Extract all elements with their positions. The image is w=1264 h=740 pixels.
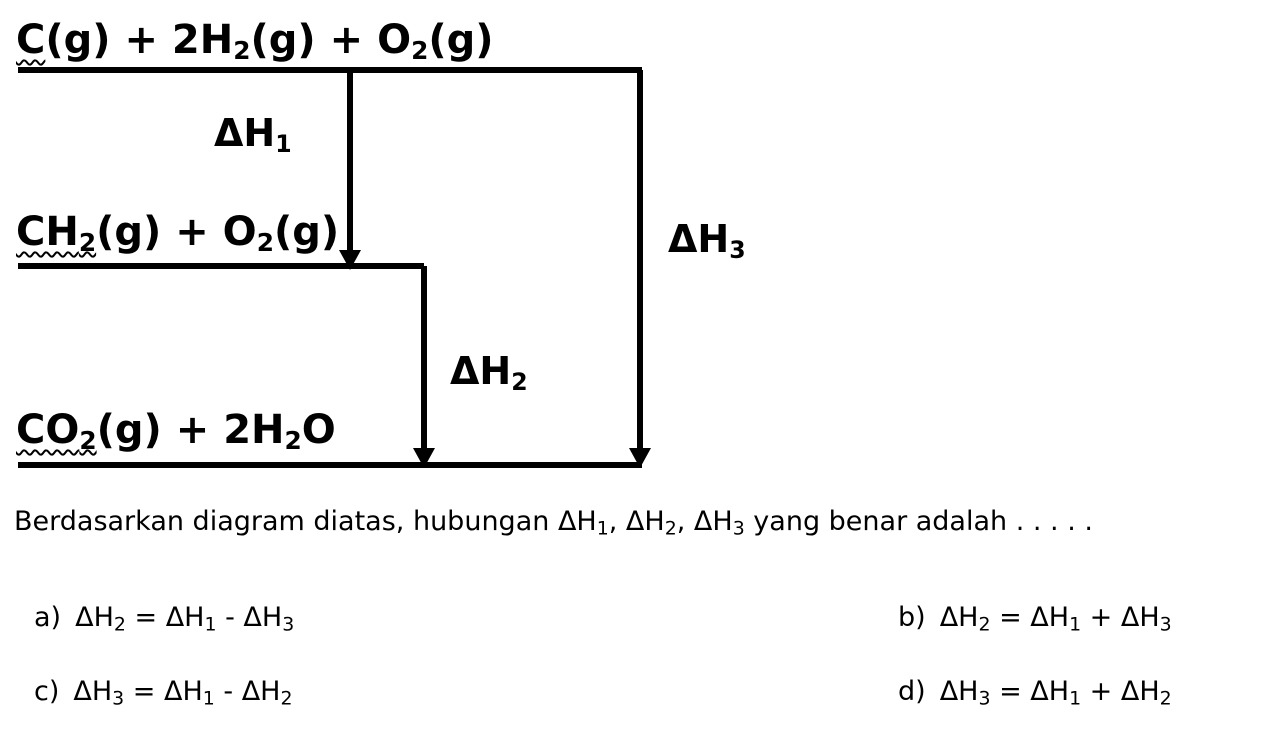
level-label-top: $C(g) + 2H_2(g) + O_2(g)$ — [16, 17, 494, 66]
option-b[interactable]: b) ΔH2 = ΔH1 + ΔH3 — [898, 602, 1172, 636]
arrow-dh3 — [629, 70, 651, 468]
label-dh1: $\Delta H_1$ — [214, 111, 292, 158]
species-co2: $CO_2$ — [16, 407, 97, 456]
option-a[interactable]: a) ΔH2 = ΔH1 - ΔH3 — [34, 602, 295, 636]
arrow-dh1 — [339, 70, 361, 270]
label-dh2: $\Delta H_2$ — [450, 349, 528, 396]
species-c: C — [16, 17, 46, 63]
level-label-bot: $CO_2(g) + 2H_2O$ — [16, 407, 336, 456]
level-label-mid: $CH_2(g) + O_2(g)$ — [16, 209, 340, 258]
option-d[interactable]: d) ΔH3 = ΔH1 + ΔH2 — [898, 676, 1172, 710]
label-dh3: $\Delta H_3$ — [668, 217, 746, 264]
option-c[interactable]: c) ΔH3 = ΔH1 - ΔH2 — [34, 676, 293, 710]
species-ch2: $CH_2$ — [16, 209, 97, 258]
question-text: Berdasarkan diagram diatas, hubungan ΔH1, ΔH2, ΔH3 yang benar adalah . . . . . — [14, 506, 1093, 540]
arrow-dh2 — [413, 266, 435, 468]
